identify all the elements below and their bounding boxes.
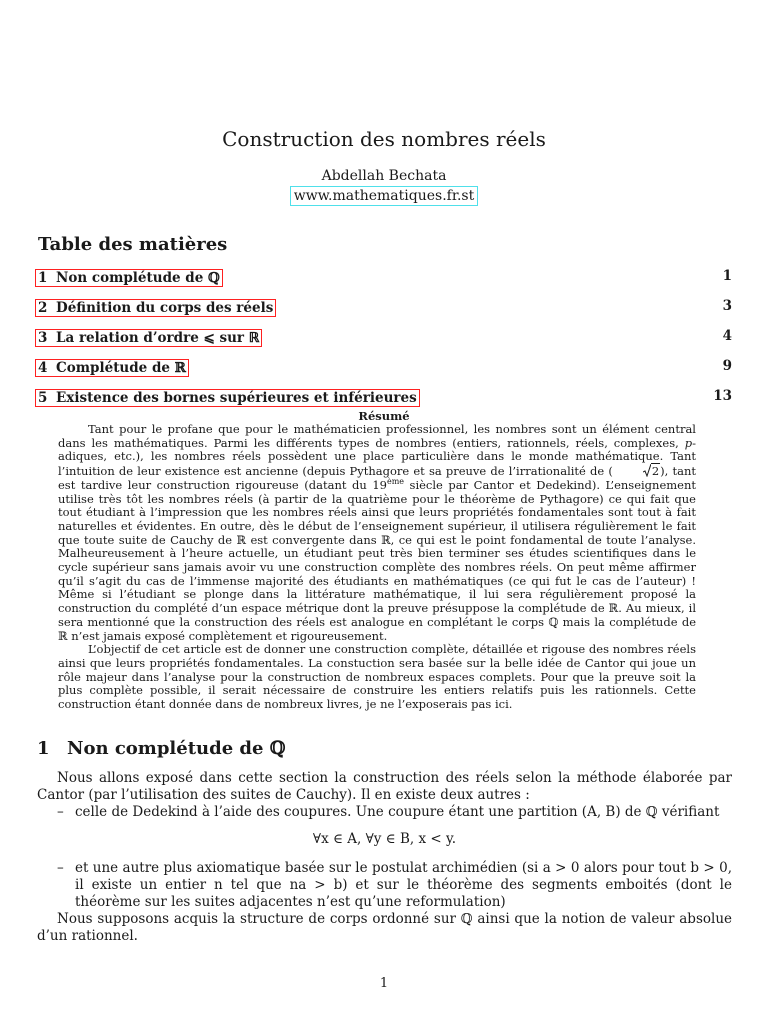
paper-title: Construction des nombres réels xyxy=(222,127,546,151)
toc-entry xyxy=(38,327,732,345)
author-url-link[interactable]: www.mathematiques.fr.st xyxy=(290,186,479,206)
toc-entry-page: 9 xyxy=(722,358,732,374)
page-number: 1 xyxy=(379,976,389,991)
list-item-text: et une autre plus axiomatique basée sur le postulat archimédien (si a > 0 alors pour tout b > 0, il existe un entier n tel que na > b) et sur le théorème des segments emboités (dont le théorème sur les suites adjacentes n’est qu’une reformulation) xyxy=(75,860,732,910)
list-dash: – xyxy=(57,804,64,820)
toc-link[interactable] xyxy=(35,299,276,317)
toc-entry xyxy=(38,267,732,285)
toc-heading: Table des matières xyxy=(38,234,228,255)
section-number: 1 xyxy=(37,738,50,759)
toc-entry xyxy=(38,387,732,405)
abstract-paragraph: L’objectif de cet article est de donner une construction complète, détaillée et rigouse des nombres réels ainsi que leurs propriétés fondamentales. La constuction sera basée sur la belle idée de Cantor qui joue un rôle majeur dans l’analyse pour la construction de nombreux espaces complets. Pour que la preuve soit la plus complète possible, il serait nécessaire de construire les entiers relatifs puis les rationnels. Cette construction étant donnée dans de nombreux livres, je ne l’exposerais pas ici. xyxy=(58,642,696,712)
body-paragraph: Nous supposons acquis la structure de corps ordonné sur ℚ ainsi que la notion de valeur absolue d’un rationnel. xyxy=(37,911,732,944)
list-item xyxy=(37,804,732,821)
toc-entry xyxy=(38,357,732,375)
display-equation: ∀x ∈ A, ∀y ∈ B, x < y. xyxy=(312,831,457,847)
toc-entry-number: 1 xyxy=(38,270,48,286)
toc-link[interactable] xyxy=(35,359,189,377)
section-title: Non complétude de ℚ xyxy=(67,738,286,759)
abstract-heading: Résumé xyxy=(358,409,410,423)
section-body xyxy=(37,770,732,945)
toc-entry-page: 1 xyxy=(722,268,732,284)
toc-entry-title: Non complétude de ℚ xyxy=(56,270,220,286)
toc-entry-page: 4 xyxy=(722,328,732,344)
abstract-paragraph xyxy=(58,423,696,643)
toc-entry-number: 3 xyxy=(38,330,48,346)
toc-entry-page: 13 xyxy=(713,388,732,404)
abstract-text: -adiques, etc.), les nombres réels possèdent une place particulière dans le monde mathématique. Tant l’intuition de leur existence est ancienne (depuis Pythagore et sa preuve de l’irrationalité de xyxy=(58,435,696,479)
toc-entry-number: 2 xyxy=(38,300,48,316)
list-item xyxy=(37,860,732,911)
toc-entry-title: La relation d’ordre ⩽ sur ℝ xyxy=(56,330,260,346)
abstract-text: siècle par Cantor et Dedekind). L’enseignement utilise très tôt les nombres réels (à partir de la quatrième pour le théorème de Pythagore) ce qui fait que tout étudiant à l’impression que les nombres réels ainsi que leurs propriétés fondamentales sont tout à fait naturelles et évidentes. En outre, dès le début de l’enseignement supérieur, il utilisera régulièrement le fait que toute suite de Cauchy de ℝ est convergente dans ℝ, ce qui est le point fondamental de toute l’analyse. Malheureusement à l’heure actuelle, un étudiant peut très bien terminer ses études scientifiques dans le cycle supérieur sans jamais avoir vu une construction complète des nombres réels. On peut même affirmer qu’il s’agit du cas de l’immense majorité des étudiants en mathématiques (ce qui fut le cas de l’auteur) ! Même si l’étudiant se plonge dans la littérature mathématique, il lui sera régulièrement proposé la construction du complété d’un espace métrique dont la preuve présuppose la complétude de ℝ. Au mieux, il sera mentionné que la construction des réels est analogue en complétant le corps ℚ mais la complétude de ℝ n’est jamais exposé complètement et rigoureusement. xyxy=(58,477,696,643)
toc-entry-title: Définition du corps des réels xyxy=(56,300,274,316)
list-dash: – xyxy=(57,860,64,876)
section-heading xyxy=(37,738,285,760)
author-url-wrapper xyxy=(0,185,768,206)
author-name: Abdellah Bechata xyxy=(321,168,447,184)
radical-sign-icon xyxy=(643,464,651,477)
toc-entry-title: Existence des bornes supérieures et inférieures xyxy=(56,390,417,406)
toc-entry-title: Complétude de ℝ xyxy=(56,360,186,376)
toc-entry-number: 4 xyxy=(38,360,48,376)
abstract-text: ( xyxy=(608,464,613,479)
abstract-math-p: p xyxy=(684,435,693,450)
toc-entry xyxy=(38,297,732,315)
list-item-text: celle de Dedekind à l’aide des coupures. Une coupure étant une partition (A, B) de ℚ vérifiant xyxy=(75,804,720,820)
toc-link[interactable] xyxy=(35,269,223,287)
abstract-text: , tant est tardive leur construction rigoureuse (datant du 19 xyxy=(58,464,696,492)
sqrt-symbol xyxy=(613,464,660,479)
toc-entry-page: 3 xyxy=(722,298,732,314)
toc-entry-number: 5 xyxy=(38,390,48,406)
toc-link[interactable] xyxy=(35,389,420,407)
sqrt-radicand: 2 xyxy=(651,464,660,479)
abstract-text: Tant pour le profane que pour le mathématicien professionnel, les nombres sont un élément central dans les mathématiques. Parmi les différents types de nombres (entiers, rationnels, réels, complexes, xyxy=(58,422,696,450)
body-paragraph: Nous allons exposé dans cette section la construction des réels selon la méthode élaborée par Cantor (par l’utilisation des suites de Cauchy). Il en existe deux autres : xyxy=(37,770,732,803)
abstract-body xyxy=(58,423,696,712)
superscript-eme: ème xyxy=(386,476,405,486)
toc-link[interactable] xyxy=(35,329,262,347)
abstract-text: ) xyxy=(660,464,665,479)
